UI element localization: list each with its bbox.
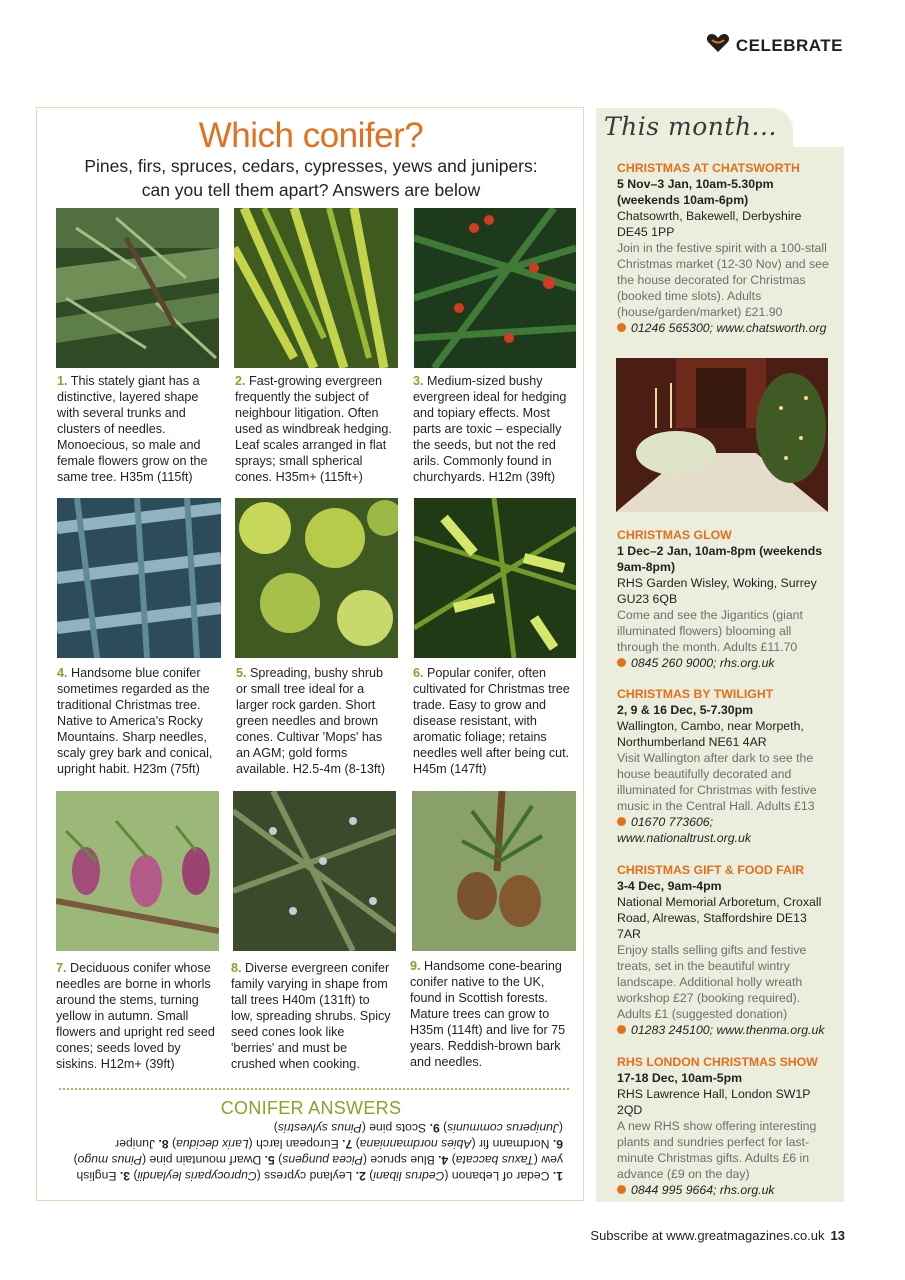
event-contact-text[interactable]: 01246 565300; www.chatsworth.org [631,321,827,335]
event-twilight [617,686,832,846]
photo-leyland [234,208,398,368]
caption-3-number: 3. [413,374,424,388]
answer-9-name: Scots pine [369,1121,427,1135]
event-title: CHRISTMAS GLOW [617,528,732,542]
page-number: 13 [830,1228,845,1243]
photo-scots-pine [412,791,576,951]
subscribe-link[interactable]: Subscribe at www.greatmagazines.co.uk [590,1228,825,1243]
section-label: CELEBRATE [735,35,843,55]
event-venue: National Memorial Arboretum, Croxall Road, Alrewas, Staffordshire DE13 7AR [617,895,822,941]
caption-2-number: 2. [235,374,246,388]
answer-5-latin: Pinus mugo [77,1153,142,1167]
photo-nordmann-fir [414,498,576,658]
caption-4-number: 4. [57,666,68,680]
bullet-dot-icon [617,658,626,667]
event-chatsworth [617,160,832,336]
caption-2-text: Fast-growing evergreen frequently the subject of neighbour litigation. Often used as windbreak hedging. Leaf scales arranged in flat sprays; small spherical cones. H35m+ (115ft+) [235,374,392,484]
event-contact-text[interactable]: 01670 773606; www.nationaltrust.org.uk [617,815,751,845]
photo-juniper [233,791,396,951]
quiz-subtitle-line-2: can you tell them apart? Answers are below [141,180,481,200]
caption-9-number: 9. [410,959,421,973]
answers-text: 1. Cedar of Lebanon (Cedrus libani) 2. Leyland cypress (Cuprocyparis leylandii) 3. English yew (Taxus baccata) 4. Blue spruce (Picea pungens) 5. Dwarf mountain pine (Pinus mugo) 6. Nordmann fir (Abies nordmanniana) 7. European larch (Larix decidua) 8. Juniper (Juniperus communis) 9. Scots pine (Pinus sylvestris) [73,1121,563,1183]
event-dates: 2, 9 & 16 Dec, 5-7.30pm [617,703,754,717]
caption-5-number: 5. [236,666,247,680]
event-gift-food-fair [617,862,832,1038]
caption-6-text: Popular conifer, often cultivated for Christmas tree trade. Easy to grow and disease resistant, with aromatic foliage; retains needles well after being cut. H45m (147ft) [413,666,570,776]
caption-4 [57,665,222,777]
caption-3 [413,373,581,485]
caption-6 [413,665,573,777]
event-contact [617,320,832,336]
answer-2-name: Leyland cypress [264,1169,353,1183]
event-christmas-glow [617,527,832,671]
event-contact [617,1022,832,1038]
caption-3-text: Medium-sized bushy evergreen ideal for hedging and topiary effects. Most parts are toxic – especially the seeds, but not the red arils. Commonly found in churchyards. H12m (39ft) [413,374,567,484]
event-title: CHRISTMAS BY TWILIGHT [617,687,774,701]
event-contact-text[interactable]: 01283 245100; www.thenma.org.uk [631,1023,825,1037]
answer-1-latin: Cedrus libani [373,1169,445,1183]
photo-mountain-pine [235,498,398,658]
event-photo-chatsworth [616,358,828,512]
event-contact-text[interactable]: 0845 260 9000; rhs.org.uk [631,656,775,670]
footer [590,1228,845,1243]
bullet-dot-icon [617,817,626,826]
quiz-title: Which conifer? [198,116,424,155]
answer-4-name: Blue spruce [370,1153,435,1167]
answer-8-latin: Juniperus communis [447,1121,559,1135]
event-dates: 3-4 Dec, 9am-4pm [617,879,722,893]
caption-2 [235,373,400,485]
caption-8-text: Diverse evergreen conifer family varying in shape from tall trees H40m (131ft) to low, spreading shrubs. Spicy seed cones look like 'berries' and must be crushed when cooking. [231,961,391,1071]
event-description: Join in the festive spirit with a 100-stall Christmas market (12-30 Nov) and see the house decorated for Christmas (booked time slots). Adults (house/garden/market) £21.90 [617,241,829,319]
event-dates: 1 Dec–2 Jan, 10am-8pm (weekends 9am-8pm) [617,544,823,574]
sidebar-title: This month... [604,112,777,141]
event-contact [617,1182,832,1198]
event-description: A new RHS show offering interesting plants and sundries perfect for last-minute Christmas gifts. Adults £6 in advance (£9 on the day) [617,1119,817,1181]
answer-5-name: Dwarf mountain pine [149,1153,262,1167]
event-description: Come and see the Jigantics (giant illuminated flowers) blooming all through the month. Adults £11.70 [617,608,803,654]
event-title: RHS LONDON CHRISTMAS SHOW [617,1055,818,1069]
photo-cedar [56,208,219,368]
event-description: Visit Wallington after dark to see the house beautifully decorated and illuminated for Christmas with festive music in the Central Hall. Adults £13 [617,751,817,813]
answer-6-latin: Abies nordmanniana [359,1137,472,1151]
answer-7-number: 7. [342,1137,353,1151]
caption-9 [410,958,572,1070]
answer-3-number: 3. [119,1169,131,1183]
caption-8-number: 8. [231,961,242,975]
caption-8 [231,960,391,1072]
event-venue: Wallington, Cambo, near Morpeth, Northumberland NE61 4AR [617,719,804,749]
caption-7 [56,960,221,1072]
answer-2-number: 2. [355,1169,366,1183]
caption-1 [57,373,222,485]
event-title: CHRISTMAS GIFT & FOOD FAIR [617,863,805,877]
event-rhs-london [617,1054,832,1198]
bullet-dot-icon [617,323,626,332]
event-description: Enjoy stalls selling gifts and festive treats, set in the beautiful wintry landscape. Additional holly wreath workshop £27 (booking required). Adults £1 (suggested donation) [617,943,807,1021]
section-tag [706,33,843,58]
caption-5-text: Spreading, bushy shrub or small tree ideal for a larger rock garden. Short green needles and brown cones. Cultivar 'Mops' has an AGM; gold forms available. H2.5-4m (8-13ft) [236,666,386,776]
answer-6-name: Nordmann fir [478,1137,550,1151]
answer-7-name: European larch [256,1137,339,1151]
answer-4-number: 4. [438,1153,449,1167]
answer-9-number: 9. [429,1121,440,1135]
event-dates: 5 Nov–3 Jan, 10am-5.30pm (weekends 10am-6pm) [617,177,774,207]
answers-title: CONIFER ANSWERS [220,1098,402,1118]
answer-8-number: 8. [158,1137,169,1151]
caption-1-number: 1. [57,374,68,388]
event-contact-text[interactable]: 0844 995 9664; rhs.org.uk [631,1183,775,1197]
answer-8-name: Juniper [115,1137,156,1151]
event-venue: RHS Garden Wisley, Woking, Surrey GU23 6QB [617,576,817,606]
answer-5-number: 5. [264,1153,275,1167]
answer-3-latin: Taxus baccata [455,1153,534,1167]
answer-6-number: 6. [552,1137,563,1151]
heart-icon [706,33,730,58]
caption-4-text: Handsome blue conifer sometimes regarded as the traditional Christmas tree. Native to America's Rocky Mountains. Sharp needles, scaly grey bark and conical, upright habit. H23m (75ft) [57,666,213,776]
event-dates: 17-18 Dec, 10am-5pm [617,1071,743,1085]
caption-5 [236,665,396,777]
answer-3-name: English yew [76,1153,563,1183]
photo-larch [56,791,219,951]
answers-divider [59,1088,569,1090]
caption-1-text: This stately giant has a distinctive, layered shape with several trunks and clusters of needles. Monoecious, so male and female flowers grow on the same tree. H35m (115ft) [57,374,208,484]
event-contact [617,655,832,671]
answer-2-latin: Cuprocyparis leylandii [137,1169,257,1183]
bullet-dot-icon [617,1185,626,1194]
caption-9-text: Handsome cone-bearing conifer native to the UK, found in Scottish forests. Mature trees can grow to H35m (114ft) and live for 75 years. Reddish-brown bark and needles. [410,959,566,1069]
event-title: CHRISTMAS AT CHATSWORTH [617,161,800,175]
photo-blue-spruce [57,498,221,658]
event-venue: Chatsowrth, Bakewell, Derbyshire DE45 1PP [617,209,802,239]
answer-7-latin: Larix decidua [176,1137,249,1151]
event-contact [617,814,832,846]
bullet-dot-icon [617,1025,626,1034]
caption-7-number: 7. [56,961,67,975]
event-venue: RHS Lawrence Hall, London SW1P 2QD [617,1087,811,1117]
answer-1-number: 1. [552,1169,563,1183]
quiz-subtitle [37,154,585,202]
answer-9-latin: Pinus sylvestris [277,1121,362,1135]
caption-7-text: Deciduous conifer whose needles are borne in whorls around the stems, turning yellow in autumn. Small flowers and upright red seed cones; seeds loved by siskins. H12m+ (39ft) [56,961,215,1071]
answer-1-name: Cedar of Lebanon [451,1169,550,1183]
caption-6-number: 6. [413,666,424,680]
quiz-panel [36,107,584,1201]
answer-4-latin: Picea pungens [282,1153,363,1167]
quiz-subtitle-line-1: Pines, firs, spruces, cedars, cypresses, yews and junipers: [84,156,538,176]
photo-yew [414,208,576,368]
